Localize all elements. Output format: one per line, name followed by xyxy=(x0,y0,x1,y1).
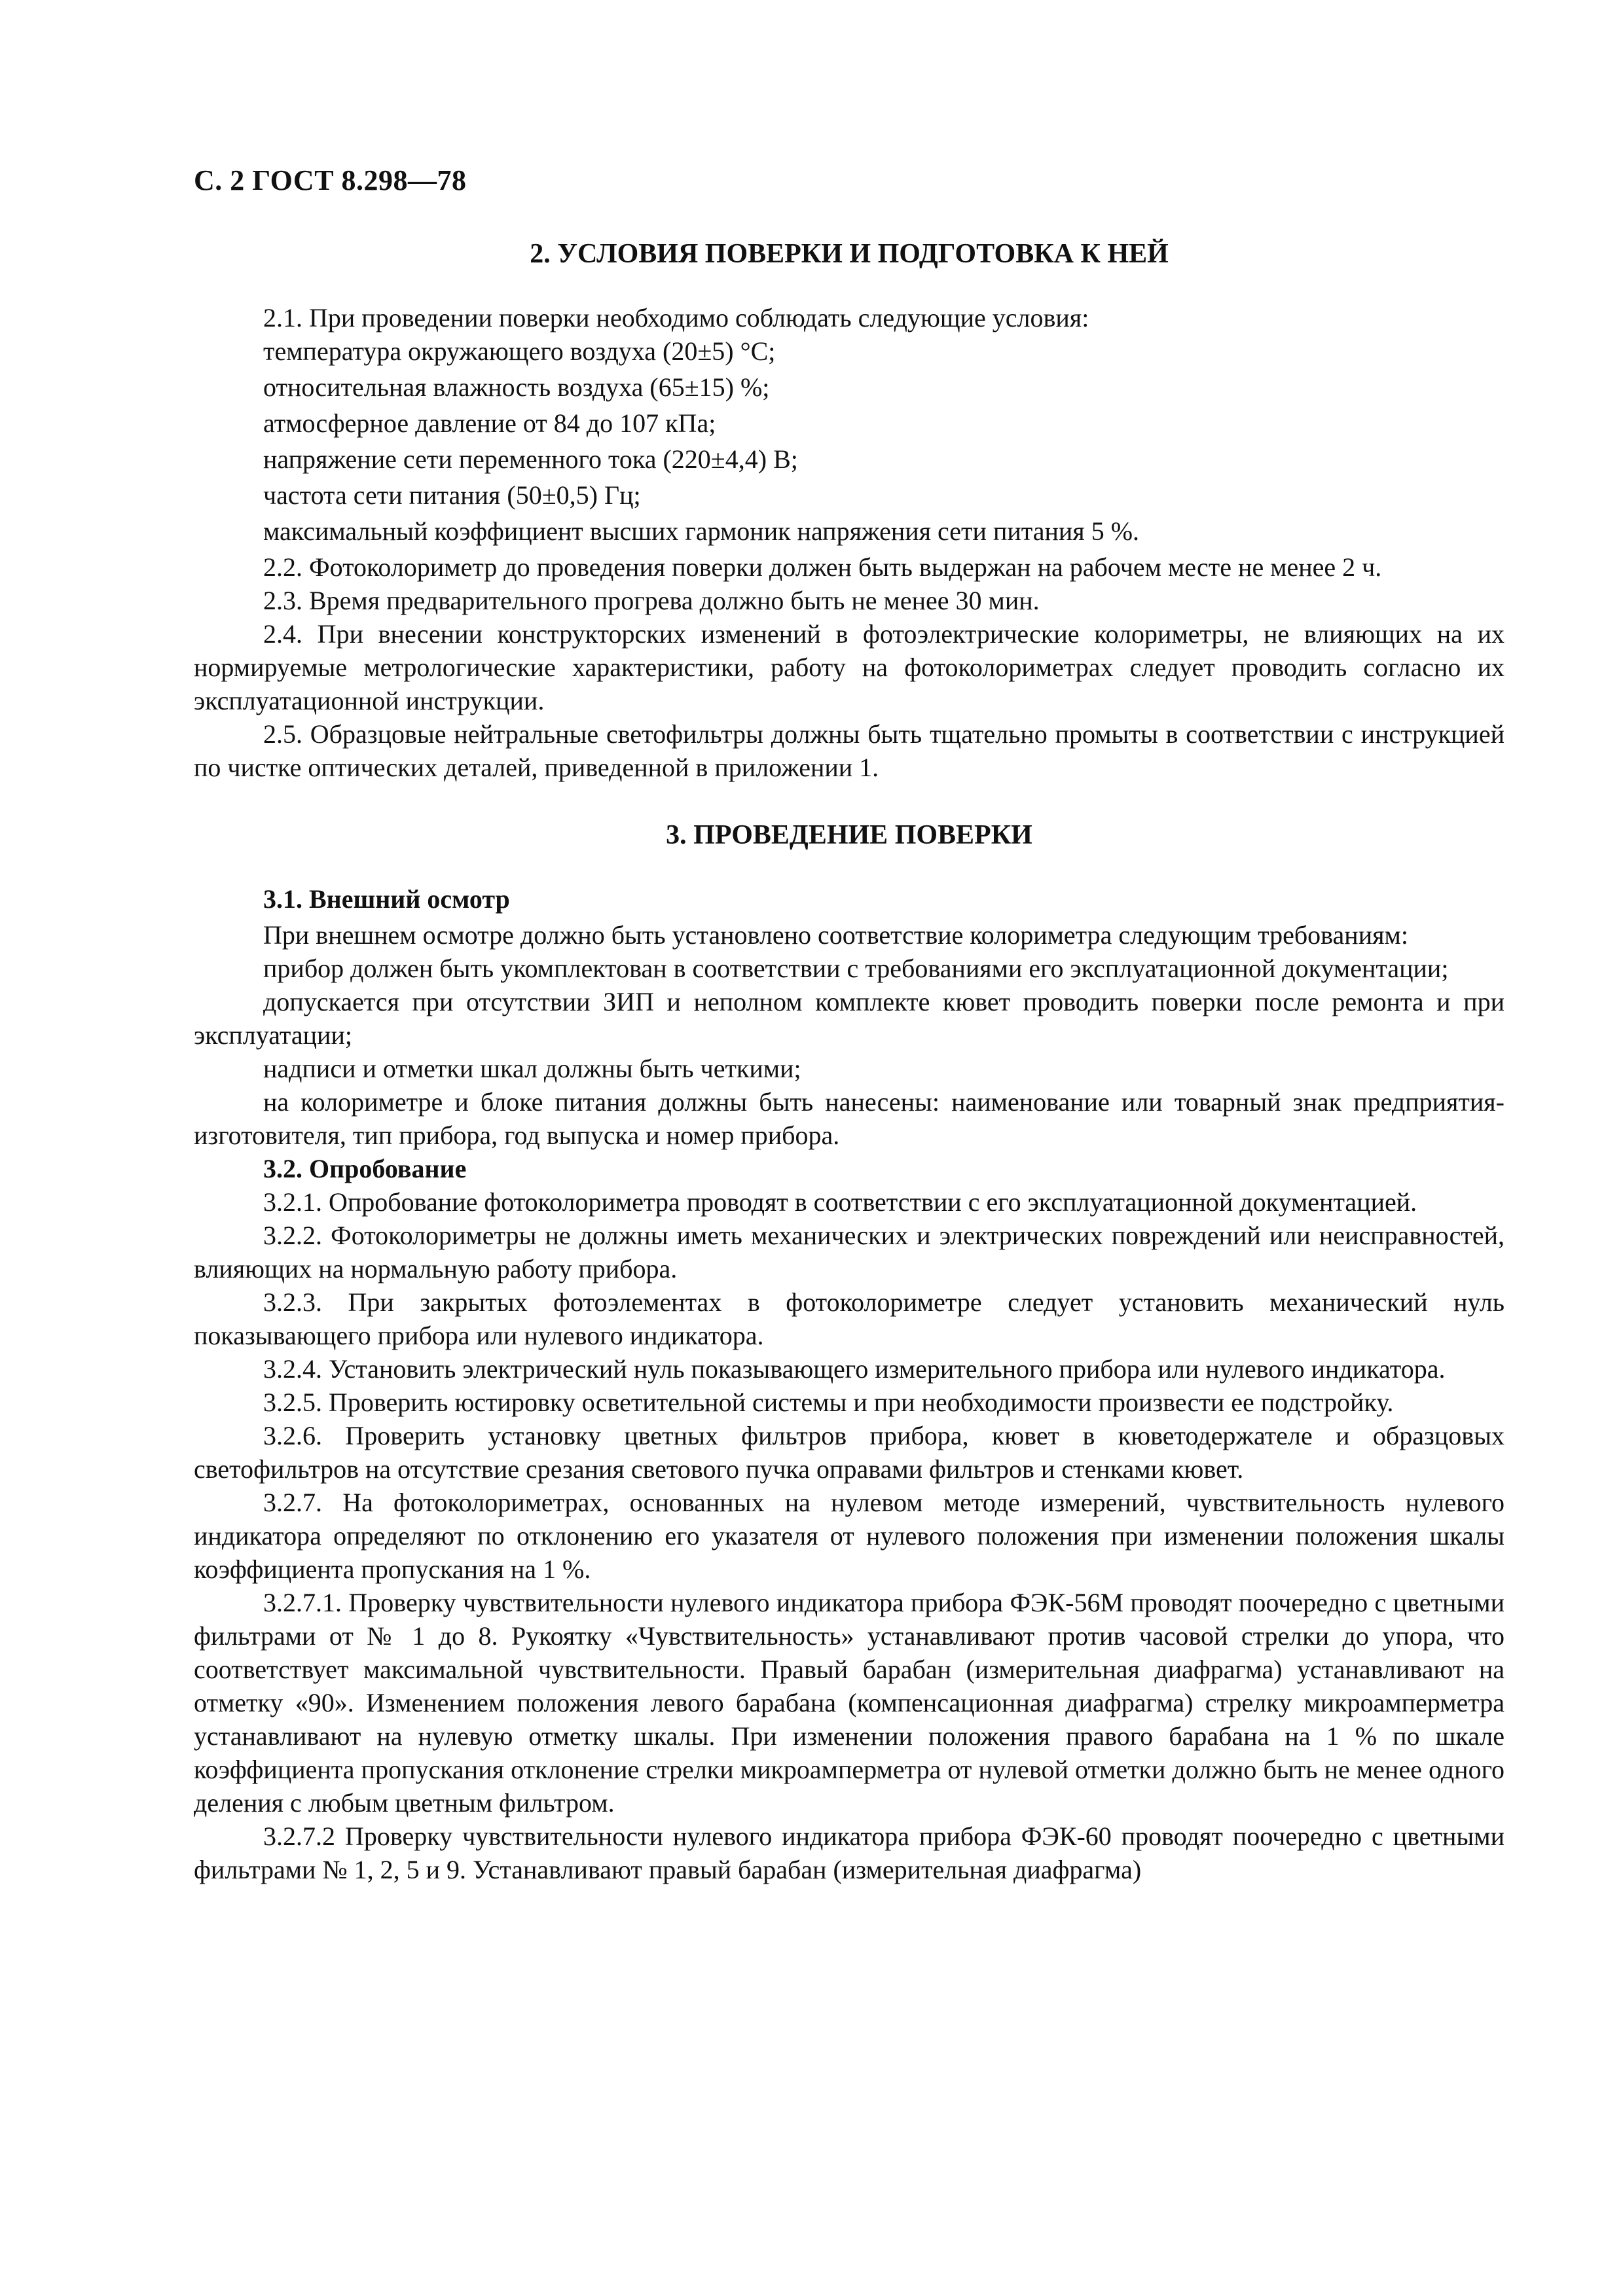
paragraph-3-2-1: 3.2.1. Опробование фотоколориметра проводят в соответствии с его эксплуатационной документацией. xyxy=(263,1187,1417,1217)
condition-item: атмосферное давление от 84 до 107 кПа; xyxy=(263,408,716,438)
condition-item: частота сети питания (50±0,5) Гц; xyxy=(263,480,641,510)
condition-item: напряжение сети переменного тока (220±4,4) В; xyxy=(263,444,798,474)
requirement-item: на колориметре и блоке питания должны быть нанесены: наименование или товарный знак предприятия-изготовителя, тип прибора, год выпуска и номер прибора. xyxy=(194,1087,1504,1150)
paragraph-3-2-7-1: 3.2.7.1. Проверку чувствительности нулевого индикатора прибора ФЭК-56М проводят поочередно с цветными фильтрами от № 1 до 8. Рукоятку «Чувствительность» устанавливают против часовой стрелки до упора, что соответствует максимальной чувствительности. Правый барабан (измерительная диафрагма) устанавливают на отметку «90». Изменением положения левого барабана (компенсационная диафрагма) стрелку микроамперметра устанавливают на нулевую отметку шкалы. При изменении положения правого барабана на 1 % по шкале коэффициента пропускания отклонение стрелки микроамперметра от нулевой отметки должно быть не менее одного деления с любым цветным фильтром. xyxy=(194,1588,1504,1818)
section-3-title: 3. ПРОВЕДЕНИЕ ПОВЕРКИ xyxy=(666,820,1032,850)
paragraph-2-1: 2.1. При проведении поверки необходимо соблюдать следующие условия: xyxy=(263,303,1089,332)
paragraph-3-2-4: 3.2.4. Установить электрический нуль показывающего измерительного прибора или нулевого индикатора. xyxy=(263,1354,1446,1384)
condition-item: относительная влажность воздуха (65±15) %; xyxy=(263,372,770,402)
paragraph-2-5: 2.5. Образцовые нейтральные светофильтры должны быть тщательно промыты в соответствии с инструкцией по чистке оптических деталей, приведенной в приложении 1. xyxy=(194,719,1504,782)
paragraph-3-2-7: 3.2.7. На фотоколориметрах, основанных на нулевом методе измерений, чувствительность нулевого индикатора определяют по отклонению его указателя от нулевого положения при изменении положения шкалы коэффициента пропускания на 1 %. xyxy=(194,1488,1504,1584)
paragraph-3-2-7-2: 3.2.7.2 Проверку чувствительности нулевого индикатора прибора ФЭК-60 проводят поочередно с цветными фильтрами № 1, 2, 5 и 9. Устанавливают правый барабан (измерительная диафрагма) xyxy=(194,1821,1504,1884)
paragraph-3-1-intro: При внешнем осмотре должно быть установлено соответствие колориметра следующим требованиям: xyxy=(263,920,1408,950)
requirement-item: допускается при отсутствии ЗИП и неполном комплекте кювет проводить поверки после ремонта и при эксплуатации; xyxy=(194,987,1504,1050)
condition-item: максимальный коэффициент высших гармоник напряжения сети питания 5 %. xyxy=(263,516,1140,546)
page-content xyxy=(194,236,1504,1886)
paragraph-3-2-6: 3.2.6. Проверить установку цветных фильтров прибора, кювет в кюветодержателе и образцовых светофильтров на отсутствие срезания светового пучка оправами фильтров и стенками кювет. xyxy=(194,1421,1504,1484)
section-2-title: 2. УСЛОВИЯ ПОВЕРКИ И ПОДГОТОВКА К НЕЙ xyxy=(530,239,1169,269)
requirement-item: надписи и отметки шкал должны быть четкими; xyxy=(263,1054,801,1083)
requirement-item: прибор должен быть укомплектован в соответствии с требованиями его эксплуатационной документации; xyxy=(263,954,1449,983)
subsection-3-1-title: 3.1. Внешний осмотр xyxy=(263,884,510,914)
paragraph-2-4: 2.4. При внесении конструкторских изменений в фотоэлектрические колориметры, не влияющих на их нормируемые метрологические характеристики, работу на фотоколориметрах следует проводить согласно их эксплуатационной инструкции. xyxy=(194,619,1504,715)
page-header: С. 2 ГОСТ 8.298—78 xyxy=(194,164,467,196)
paragraph-2-3: 2.3. Время предварительного прогрева должно быть не менее 30 мин. xyxy=(263,586,1040,615)
paragraph-2-2: 2.2. Фотоколориметр до проведения поверки должен быть выдержан на рабочем месте не менее 2 ч. xyxy=(263,552,1382,582)
condition-item: температура окружающего воздуха (20±5) °С; xyxy=(263,336,776,366)
subsection-3-2-title: 3.2. Опробование xyxy=(263,1154,467,1183)
paragraph-3-2-2: 3.2.2. Фотоколориметры не должны иметь механических и электрических повреждений или неисправностей, влияющих на нормальную работу прибора. xyxy=(194,1221,1504,1283)
paragraph-3-2-5: 3.2.5. Проверить юстировку осветительной системы и при необходимости произвести ее подстройку. xyxy=(263,1388,1394,1417)
paragraph-3-2-3: 3.2.3. При закрытых фотоэлементах в фотоколориметре следует установить механический нуль показывающего прибора или нулевого индикатора. xyxy=(194,1287,1504,1350)
